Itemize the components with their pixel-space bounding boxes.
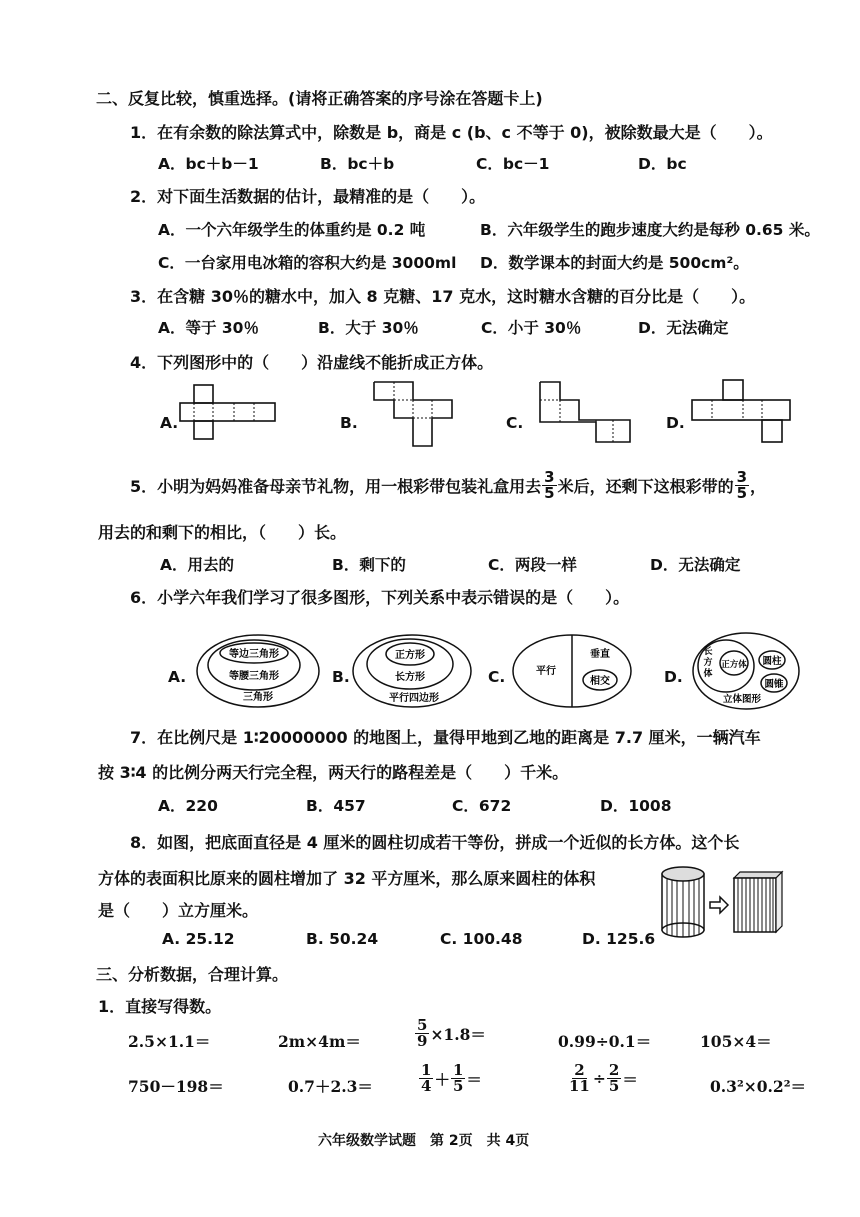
- calc-r2-c5: 0.3²×0.2²＝: [710, 1077, 806, 1096]
- calc-r1-c3-tail: ×1.8＝: [430, 1024, 486, 1044]
- cuboid-icon: [734, 872, 782, 932]
- cylinder-icon: [662, 867, 704, 937]
- q8-option-c: C. 100.48: [440, 930, 523, 948]
- section-title: 二、反复比较，慎重选择。(请将正确答案的序号涂在答题卡上): [96, 89, 543, 108]
- q7-option-c: C．672: [452, 797, 512, 815]
- calc-r1-c1: 2.5×1.1＝: [128, 1032, 211, 1051]
- diagram-a-middle: 等腰三角形: [229, 671, 279, 682]
- calc-r2-c3-tail: ＝: [466, 1069, 482, 1089]
- calc-r1-c4: 0.99÷0.1＝: [558, 1032, 652, 1051]
- question-5-line2: 用去的和剩下的相比，（ ）长。: [98, 523, 347, 542]
- q7-option-b: B．457: [306, 797, 366, 815]
- question-8-line2: 方体的表面积比原来的圆柱增加了 32 平方厘米，那么原来圆柱的体积: [98, 869, 596, 888]
- q1-option-c: C．bc－1: [476, 155, 550, 173]
- question-1-stem: 1．在有余数的除法算式中，除数是 b，商是 c (b、c 不等于 0)，被除数最大是（ ）。: [130, 123, 773, 142]
- cube-net-c: [538, 380, 634, 446]
- diagram-d-cube: 正方体: [721, 660, 747, 670]
- calc-r2-c3: [418, 1063, 482, 1094]
- question-6-stem: 6．小学六年我们学习了很多图形，下列关系中表示错误的是（ ）。: [130, 588, 630, 607]
- q6-label-a: A.: [168, 668, 187, 686]
- q6-label-b: B.: [332, 668, 350, 686]
- q2-option-d: D．数学课本的封面大约是 500cm²。: [480, 254, 749, 272]
- q5-option-d: D．无法确定: [650, 556, 741, 574]
- question-5-stem: [130, 470, 766, 501]
- q8-option-d: D. 125.6: [582, 930, 656, 948]
- calc-r1-c2: 2m×4m＝: [278, 1032, 361, 1051]
- calc-r2-c2: 0.7＋2.3＝: [288, 1077, 373, 1096]
- q8-option-a: A. 25.12: [162, 930, 235, 948]
- q2-option-a: A．一个六年级学生的体重约是 0.2 吨: [158, 221, 426, 239]
- calc-r2-c3-fraction-b: $\frac{1}{5}$: [452, 1061, 464, 1095]
- diagram-d-cuboid: 长: [703, 647, 713, 657]
- question-7-stem: 7．在比例尺是 1∶20000000 的地图上，量得甲地到乙地的距离是 7.7 厘米，一辆汽车: [130, 728, 761, 747]
- q1-option-b: B．bc＋b: [320, 155, 395, 173]
- q6-label-d: D.: [664, 668, 683, 686]
- diagram-b-outer: 平行四边形: [389, 693, 439, 704]
- diagram-d: [690, 630, 802, 712]
- svg-text:方: 方: [703, 658, 713, 668]
- q3-option-a: A．等于 30％: [158, 319, 259, 337]
- q7-option-a: A．220: [158, 797, 218, 815]
- q5-option-a: A．用去的: [160, 556, 234, 574]
- calc-r2-c4: [566, 1063, 638, 1094]
- cube-net-a: [178, 383, 278, 443]
- q5-option-b: B．剩下的: [332, 556, 406, 574]
- calc-r1-c3-fraction: $\frac{5}{9}$: [417, 1016, 428, 1050]
- calc-r2-c4-fraction-b: $\frac{2}{5}$: [608, 1061, 620, 1095]
- q1-option-d: D．bc: [638, 155, 687, 173]
- q3-option-c: C．小于 30％: [481, 319, 582, 337]
- diagram-a: [194, 632, 322, 710]
- section-3-sub1: 1．直接写得数。: [98, 997, 222, 1016]
- diagram-b-middle: 长方形: [395, 672, 425, 683]
- q5-text-c: ，: [750, 477, 767, 496]
- diagram-c-inner: 相交: [590, 676, 610, 687]
- q6-label-c: C.: [488, 668, 506, 686]
- calc-r2-c3-op: ＋: [434, 1069, 450, 1089]
- cylinder-to-cuboid-figure: [658, 864, 786, 940]
- diagram-c-left: 平行: [536, 666, 556, 677]
- q2-option-c: C．一台家用电冰箱的容积大约是 3000ml: [158, 254, 457, 272]
- diagram-c-right: 垂直: [590, 649, 610, 660]
- q5-text-a: 5．小明为妈妈准备母亲节礼物，用一根彩带包装礼盒用去: [130, 477, 542, 496]
- question-2-stem: 2．对下面生活数据的估计，最精准的是（ ）。: [130, 187, 486, 206]
- q5-fraction-2: $\frac{3}{5}$: [736, 468, 748, 502]
- calc-r2-c4-op: ÷: [592, 1069, 606, 1088]
- page-footer: 六年级数学试题 第 2页 共 4页: [318, 1133, 530, 1149]
- question-3-stem: 3．在含糖 30％的糖水中，加入 8 克糖、17 克水，这时糖水含糖的百分比是（ ）。: [130, 287, 756, 306]
- calc-r2-c1: 750－198＝: [128, 1077, 224, 1096]
- question-8-line3: 是（ ）立方厘米。: [98, 901, 259, 920]
- q3-option-b: B．大于 30％: [318, 319, 419, 337]
- diagram-c: [510, 632, 634, 710]
- question-7-line2: 按 3∶4 的比例分两天行完全程，两天行的路程差是（ ）千米。: [98, 763, 569, 782]
- net-a-top: [194, 385, 213, 403]
- diagram-d-cylinder: 圆柱: [762, 656, 782, 667]
- arrow-right-icon: [710, 897, 728, 913]
- q5-option-c: C．两段一样: [488, 556, 577, 574]
- question-4-stem: 4．下列图形中的（ ）沿虚线不能折成正方体。: [130, 353, 494, 372]
- diagram-b: [350, 632, 474, 710]
- q5-fraction-1: $\frac{3}{5}$: [544, 468, 555, 502]
- q1-option-a: A．bc＋b－1: [158, 155, 259, 173]
- q5-text-b: 米后，还剩下这根彩带的: [557, 477, 734, 496]
- diagram-a-inner: 等边三角形: [229, 649, 279, 660]
- calc-r1-c5: 105×4＝: [700, 1032, 772, 1051]
- question-8-stem: 8．如图，把底面直径是 4 厘米的圆柱切成若干等份，拼成一个近似的长方体。这个长: [130, 833, 740, 852]
- q7-option-d: D．1008: [600, 797, 672, 815]
- q8-option-b: B. 50.24: [306, 930, 379, 948]
- q4-label-b: B.: [340, 414, 358, 432]
- q4-label-c: C.: [506, 414, 524, 432]
- calc-r1-c3: [414, 1018, 486, 1049]
- diagram-a-outer: 三角形: [243, 692, 273, 703]
- calc-r2-c4-tail: ＝: [622, 1069, 638, 1089]
- q4-label-a: A.: [160, 414, 179, 432]
- calc-r2-c4-fraction-a: $\frac{2}{11}$: [569, 1061, 590, 1095]
- q2-option-b: B．六年级学生的跑步速度大约是每秒 0.65 米。: [480, 221, 820, 239]
- section-3-title: 三、分析数据，合理计算。: [96, 965, 289, 984]
- q4-label-d: D.: [666, 414, 685, 432]
- svg-text:体: 体: [703, 669, 713, 679]
- calc-r2-c3-fraction-a: $\frac{1}{4}$: [421, 1061, 432, 1095]
- diagram-b-inner: 正方形: [395, 650, 425, 661]
- diagram-d-cone: 圆锥: [764, 679, 784, 690]
- q3-option-d: D．无法确定: [638, 319, 729, 337]
- diagram-d-outer: 立体图形: [722, 694, 762, 705]
- cube-net-d: [690, 378, 796, 450]
- cube-net-b: [372, 380, 468, 450]
